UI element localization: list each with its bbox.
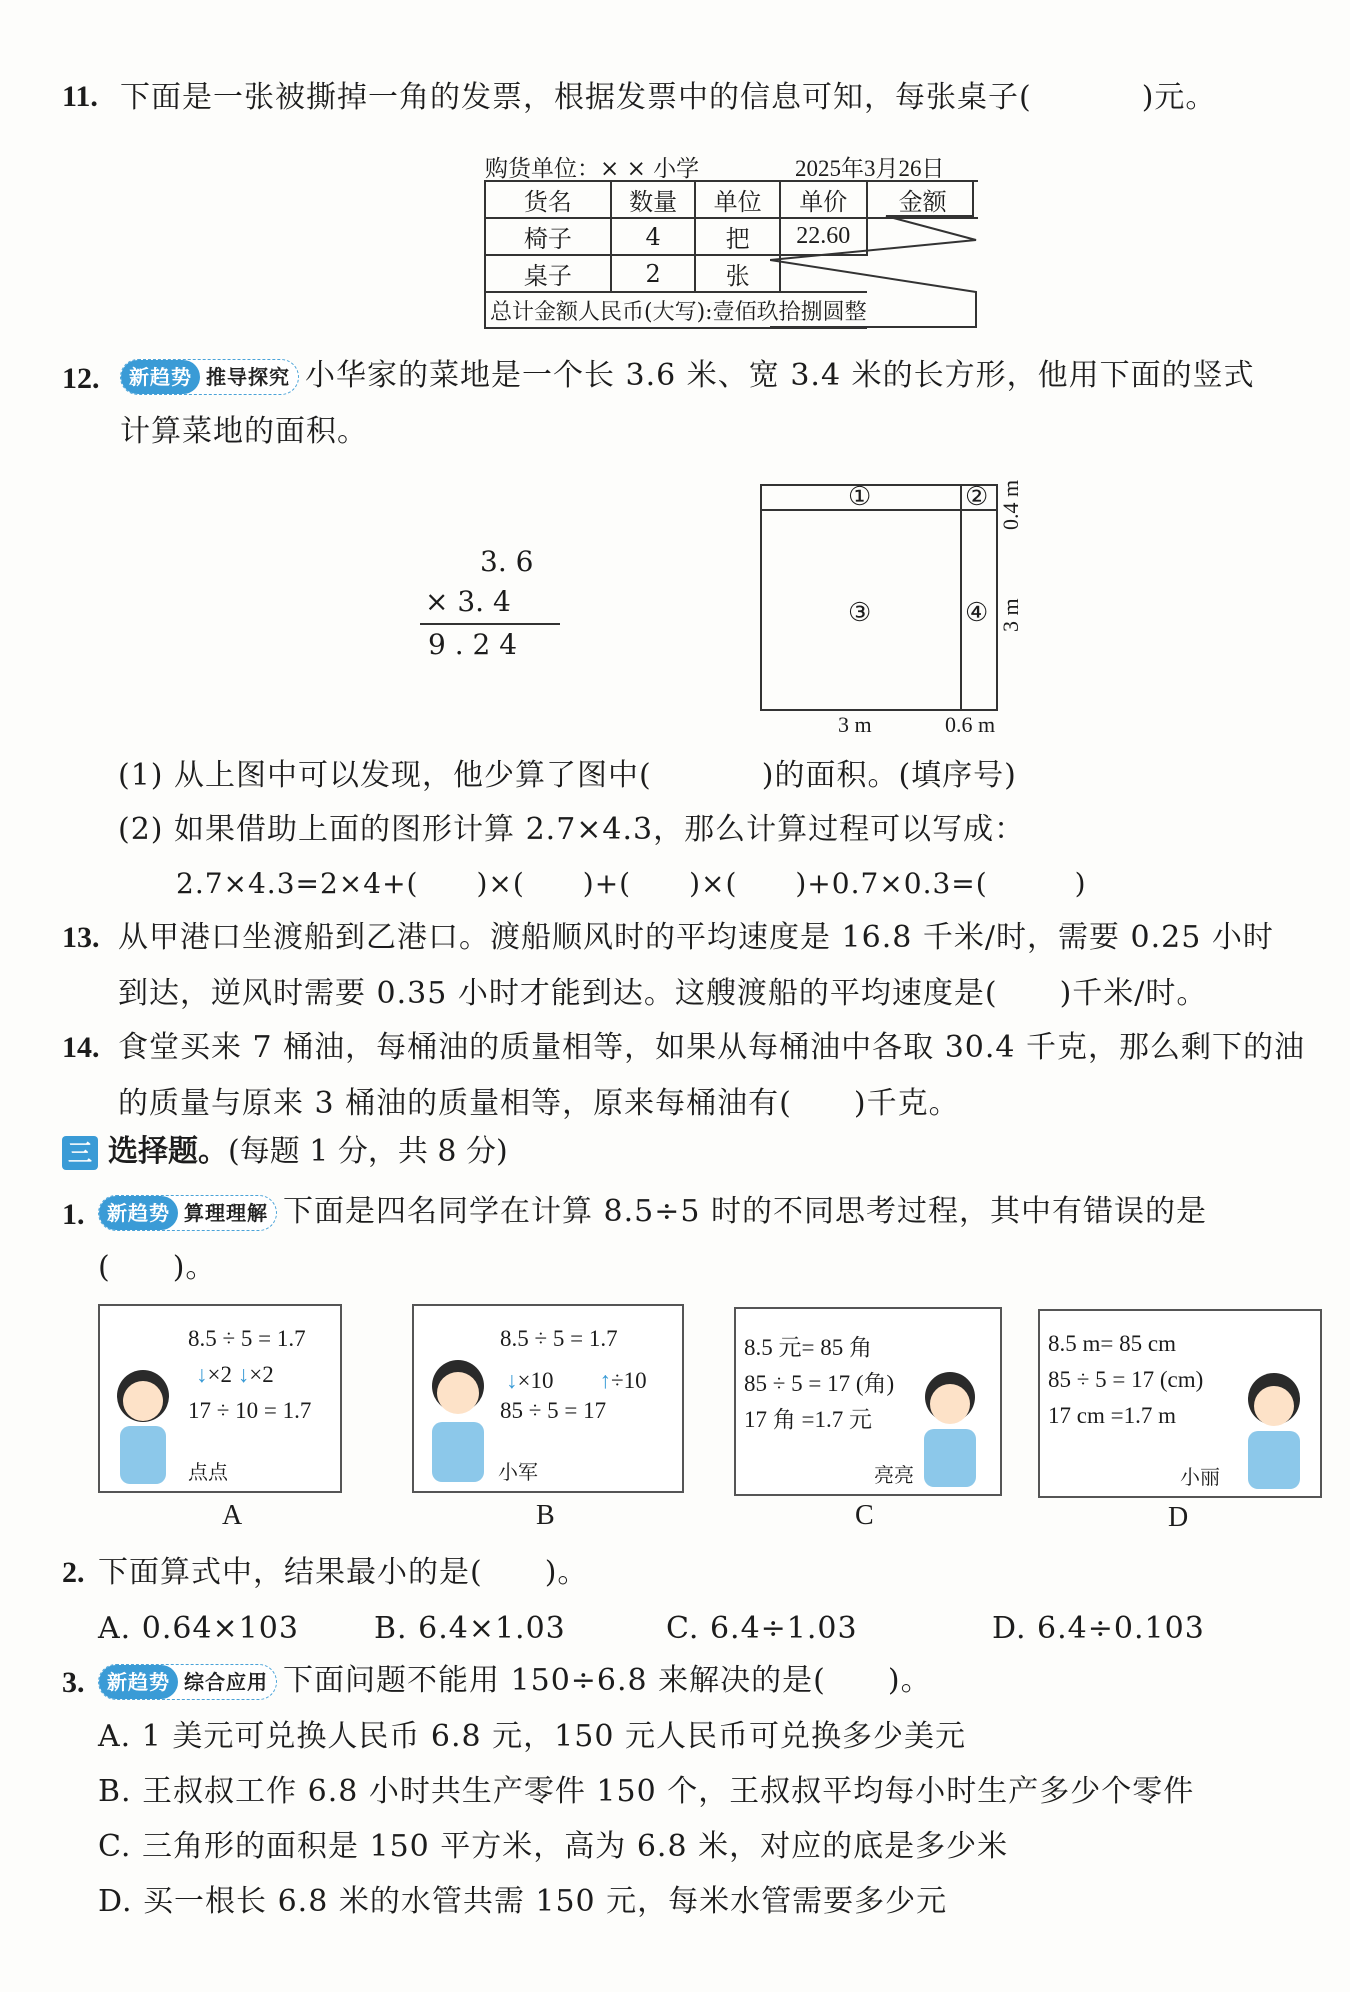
invoice-cell: 把 <box>695 218 780 255</box>
panel-a-name: 点点 <box>188 1460 228 1484</box>
c2-option-d[interactable]: D. 6.4÷0.103 <box>992 1611 1205 1646</box>
c1-number: 1. <box>62 1198 85 1231</box>
panel-d-name: 小丽 <box>1180 1465 1220 1489</box>
region-2-label: ② <box>965 482 989 512</box>
region-1-label: ① <box>848 482 872 512</box>
option-panel-c[interactable] <box>734 1307 1002 1496</box>
panel-c-name: 亮亮 <box>874 1463 914 1487</box>
c3-option-b[interactable]: B. 王叔叔工作 6.8 小时共生产零件 150 个，王叔叔平均每小时生产多少个零件 <box>98 1774 1195 1809</box>
region-3-label: ③ <box>848 598 872 628</box>
invoice-date: 2025年3月26日 <box>795 156 945 181</box>
invoice-total: 总计金额人民币(大写):壹佰玖拾捌圆整 <box>485 292 867 328</box>
option-panel-a[interactable] <box>98 1304 342 1493</box>
invoice-header: 单位 <box>695 181 780 218</box>
c1-line2: ( )。 <box>98 1250 217 1285</box>
dim-3m-horizontal: 3 m <box>838 712 872 737</box>
panel-d-line2: 85 ÷ 5 = 17 (cm) <box>1048 1367 1204 1392</box>
calc-rule <box>420 623 560 625</box>
trend-tag: 新趋势 推导探究 <box>120 359 299 395</box>
calc-row-1: 3. 6 <box>480 545 534 578</box>
invoice-cell: 22.60 <box>780 218 867 255</box>
invoice-cell: 椅子 <box>485 218 611 255</box>
invoice-cell: 张 <box>695 255 780 292</box>
invoice-cell: 桌子 <box>485 255 611 292</box>
panel-a-line1: 8.5 ÷ 5 = 1.7 <box>188 1326 306 1351</box>
c3-number: 3. <box>62 1666 85 1699</box>
q12-sub2-equation: 2.7×4.3=2×4+( )×( )+( )×( )+0.7×0.3=( ) <box>176 867 1087 900</box>
boy-illustration-icon <box>420 1346 496 1486</box>
q13-line1: 从甲港口坐渡船到乙港口。渡船顺风时的平均速度是 16.8 千米/时，需要 0.25 小时 <box>118 920 1274 955</box>
q12-line1: 新趋势 推导探究 小华家的菜地是一个长 3.6 米、宽 3.4 米的长方形，他用下面的竖式 <box>120 356 1255 396</box>
panel-b-name: 小军 <box>498 1460 538 1484</box>
q12-number: 12. <box>62 362 100 395</box>
panel-d-line3: 17 cm =1.7 m <box>1048 1403 1176 1428</box>
c2-option-a[interactable]: A. 0.64×103 <box>98 1611 299 1646</box>
option-panel-d[interactable] <box>1038 1309 1322 1498</box>
panel-d-line1: 8.5 m= 85 cm <box>1048 1331 1176 1356</box>
option-d-caption: D <box>1168 1502 1189 1533</box>
boy-illustration-icon <box>912 1359 988 1489</box>
panel-c-line1: 8.5 元= 85 角 <box>744 1335 872 1360</box>
invoice-header: 金额 <box>867 181 978 218</box>
dim-0-6m: 0.6 m <box>945 712 996 737</box>
option-a-caption: A <box>222 1500 243 1531</box>
calc-row-2: × 3. 4 <box>425 585 511 618</box>
c2-text: 下面算式中，结果最小的是( )。 <box>98 1555 589 1590</box>
dim-3m-vertical: 3 m <box>998 598 1023 632</box>
q14-line1: 食堂买来 7 桶油，每桶油的质量相等，如果从每桶油中各取 30.4 千克，那么剩下的油 <box>118 1030 1306 1065</box>
q12-line2: 计算菜地的面积。 <box>120 414 368 449</box>
trend-tag: 新趋势 算理理解 <box>98 1195 277 1231</box>
panel-c-line2: 85 ÷ 5 = 17 (角) <box>744 1371 895 1396</box>
invoice-cell: 4 <box>611 218 696 255</box>
section-3-heading: 三 选择题。(每题 1 分，共 8 分) <box>62 1132 508 1172</box>
option-c-caption: C <box>855 1500 874 1531</box>
girl-illustration-icon <box>108 1356 178 1486</box>
q13-line2: 到达，逆风时需要 0.35 小时才能到达。这艘渡船的平均速度是( )千米/时。 <box>118 976 1208 1011</box>
q11-number: 11. <box>62 80 98 113</box>
panel-c-line3: 17 角 =1.7 元 <box>744 1407 872 1432</box>
c3-text: 新趋势 综合应用 下面问题不能用 150÷6.8 来解决的是( )。 <box>98 1661 932 1701</box>
c1-line1: 新趋势 算理理解 下面是四名同学在计算 8.5÷5 时的不同思考过程，其中有错误的是 <box>98 1192 1207 1232</box>
q11-text: 下面是一张被撕掉一角的发票，根据发票中的信息可知，每张桌子( )元。 <box>120 80 1217 115</box>
option-panel-b[interactable] <box>412 1304 684 1493</box>
panel-b-line3: 85 ÷ 5 = 17 <box>500 1398 607 1423</box>
panel-a-line2: ↓×2 ↓×2 <box>196 1362 274 1387</box>
q14-line2: 的质量与原来 3 桶油的质量相等，原来每桶油有( )千克。 <box>118 1086 960 1121</box>
c2-number: 2. <box>62 1556 85 1589</box>
trend-tag: 新趋势 综合应用 <box>98 1664 277 1700</box>
c2-option-c[interactable]: C. 6.4÷1.03 <box>666 1611 858 1646</box>
panel-b-line2: ↓×10 ↑÷10 <box>506 1368 647 1393</box>
c3-option-d[interactable]: D. 买一根长 6.8 米的水管共需 150 元，每米水管需要多少元 <box>98 1884 948 1919</box>
invoice-cell: 2 <box>611 255 696 292</box>
c3-option-c[interactable]: C. 三角形的面积是 150 平方米，高为 6.8 米，对应的底是多少米 <box>98 1829 1009 1864</box>
q14-number: 14. <box>62 1031 100 1064</box>
region-4-label: ④ <box>965 598 989 628</box>
section-badge: 三 <box>62 1136 98 1170</box>
invoice-header: 数量 <box>611 181 696 218</box>
girl-illustration-icon <box>1236 1361 1312 1491</box>
c3-option-a[interactable]: A. 1 美元可兑换人民币 6.8 元，150 元人民币可兑换多少美元 <box>98 1719 966 1754</box>
c2-option-b[interactable]: B. 6.4×1.03 <box>374 1611 566 1646</box>
dim-0-4m: 0.4 m <box>998 479 1023 530</box>
invoice-header: 货名 <box>485 181 611 218</box>
q12-sub1: (1) 从上图中可以发现，他少算了图中( )的面积。(填序号) <box>118 758 1017 793</box>
panel-b-line1: 8.5 ÷ 5 = 1.7 <box>500 1326 618 1351</box>
panel-a-line3: 17 ÷ 10 = 1.7 <box>188 1398 312 1423</box>
option-b-caption: B <box>536 1500 555 1531</box>
invoice-unit-line: 购货单位：× × 小学 <box>485 156 700 182</box>
q12-sub2: (2) 如果借助上面的图形计算 2.7×4.3，那么计算过程可以写成： <box>118 812 1026 847</box>
calc-result: 9 . 2 4 <box>428 628 518 661</box>
q13-number: 13. <box>62 921 100 954</box>
invoice-header: 单价 <box>780 181 867 218</box>
invoice-torn-edge <box>770 180 980 330</box>
